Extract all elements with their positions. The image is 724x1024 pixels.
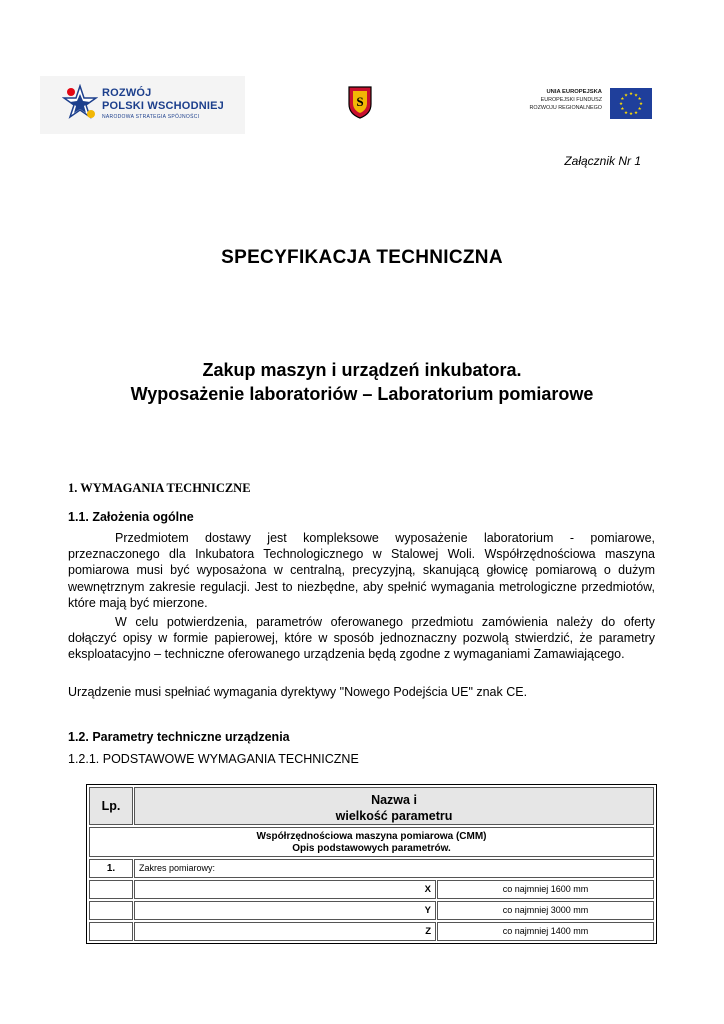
table-row-1-label: Zakres pomiarowy: [134,859,654,878]
logo-left-line2: POLSKI WSCHODNIEJ [102,100,224,112]
table-row-z-value: co najmniej 1400 mm [437,922,654,941]
eu-star-icon: ★ [628,91,634,97]
table-subheader-line2: Opis podstawowych parametrów. [292,843,451,854]
section-heading-1-2: 1.2. Parametry techniczne urządzenia [68,730,290,744]
rozwoj-polski-wschodniej-logo [40,76,245,134]
eu-star-icon: ★ [623,92,629,98]
table-row-y-lp [89,901,133,920]
parameters-table [86,784,657,944]
eu-star-icon: ★ [638,101,644,107]
table-row-1-lp: 1. [89,859,133,878]
table-subheader-line1: Współrzędnościowa maszyna pomiarowa (CMM) [256,831,487,842]
table-row-y-axis: Y [134,901,436,920]
subtitle-line1: Zakup maszyn i urządzeń inkubatora. [202,360,522,380]
table-row-x-axis: X [134,880,436,899]
logo-left-line1: ROZWÓJ [102,87,152,99]
table-subheader [89,827,654,857]
paragraph-1: Przedmiotem dostawy jest kompleksowe wyposażenie laboratorium - pomiarowe, przeznaczonego dla Inkubatora Technologicznego w Stalowej Woli. Współrzędnościowa maszyna pomiarowa musi być wyposażona w centralną, precyzyjną, skanującą głowicę pomiarową o dużym wewnętrznym zakresie regulacji. Jest to niezbędne, aby spełnić wymagania metrologiczne przedmiotów, które mają być mierzone. [68,531,655,610]
eu-star-icon: ★ [633,92,639,98]
eu-line2: EUROPEJSKI FUNDUSZ [540,97,602,103]
table-header-name-line1: Nazwa i [371,793,417,807]
table-row-y-value: co najmniej 3000 mm [437,901,654,920]
eu-line3: ROZWOJU REGIONALNEGO [529,105,602,111]
eu-star-icon: ★ [620,106,625,112]
section-heading-1-2-1: 1.2.1. PODSTAWOWE WYMAGANIA TECHNICZNE [68,752,359,766]
crest-icon [347,84,373,125]
eu-star-icon: ★ [618,101,624,107]
eu-star-icon: ★ [637,106,642,112]
eu-star-icon: ★ [623,109,629,115]
eu-line1: UNIA EUROPEJSKA [546,89,602,95]
eu-star-icon: ★ [637,96,642,102]
svg-text:S: S [356,94,364,109]
logo-left-line3: NARODOWA STRATEGIA SPÓJNOŚCI [102,114,200,120]
table-header-name-line2: wielkość parametru [335,809,453,823]
eu-star-icon: ★ [620,96,625,102]
table-row-x-value: co najmniej 1600 mm [437,880,654,899]
section-heading-1-1: 1.1. Założenia ogólne [68,510,194,524]
annex-label: Załącznik Nr 1 [564,154,641,168]
eu-star-icon: ★ [633,109,639,115]
table-header-lp: Lp. [89,787,133,825]
eu-flag-icon [610,88,652,119]
paragraph-2: W celu potwierdzenia, parametrów oferowanego przedmiotu zamówienia należy do oferty dołączyć opisy w formie papierowej, które w sposób jednoznaczny pozwolą stwierdzić, że parametry eksploatacyjno – techniczne oferowanego urządzenia będą zgodne z wymaganiami Zamawiającego. [68,615,655,662]
subtitle-line2: Wyposażenie laboratoriów – Laboratorium pomiarowe [130,384,594,404]
section-heading-1: 1. WYMAGANIA TECHNICZNE [68,481,251,495]
star-logo-icon [62,84,98,124]
table-row-z-axis: Z [134,922,436,941]
table-header-name [134,787,654,825]
eu-fund-text [530,88,602,112]
table-row-z-lp [89,922,133,941]
table-row-x-lp [89,880,133,899]
paragraph-3: Urządzenie musi spełniać wymagania dyrektywy "Nowego Podejścia UE" znak CE. [68,685,528,699]
page-title: SPECYFIKACJA TECHNICZNA [221,247,503,268]
eu-star-icon: ★ [628,111,634,117]
